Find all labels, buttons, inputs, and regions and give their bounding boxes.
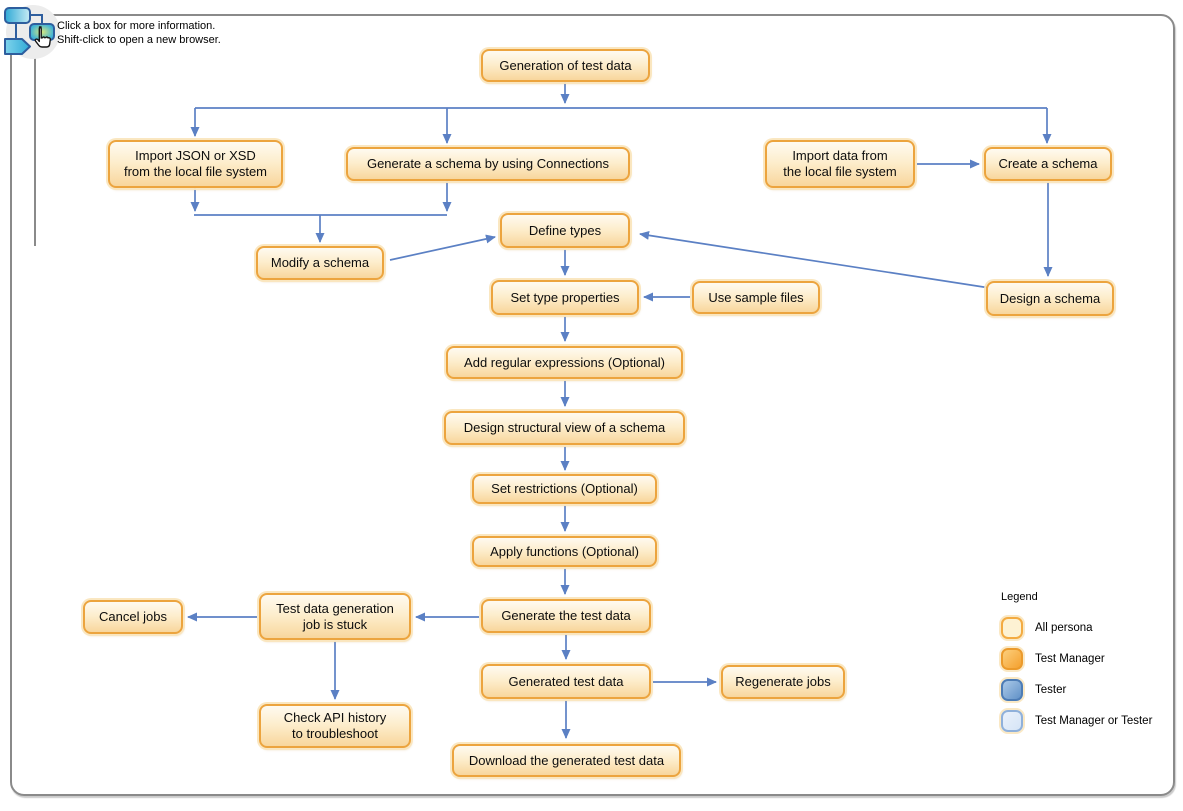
flow-box-label: Set restrictions (Optional) [491, 481, 638, 496]
flow-box-create-a-schema[interactable] [984, 147, 1112, 181]
legend-label: All persona [1035, 622, 1093, 634]
flow-box-generation-of-test-data[interactable] [481, 49, 650, 82]
flow-box-import-data-from-local[interactable] [765, 140, 915, 188]
flow-box-label: from the local file system [123, 164, 268, 179]
legend-swatch-blue [1001, 679, 1023, 701]
flow-box-modify-a-schema[interactable] [256, 246, 384, 280]
flow-box-label: Add regular expressions (Optional) [464, 354, 665, 370]
flow-box-check-api-history[interactable] [259, 704, 411, 748]
instruction-text [57, 19, 221, 47]
flow-box-label: Generated test data [508, 673, 624, 689]
legend-title: Legend [1001, 591, 1038, 603]
flow-box-regenerate-jobs[interactable] [721, 665, 845, 699]
flow-box-import-json-or-xsd[interactable] [108, 140, 283, 188]
flow-box-set-type-properties[interactable] [491, 280, 639, 315]
legend [1001, 591, 1152, 741]
flow-box-set-restrictions[interactable] [472, 474, 657, 504]
flow-box-label: Cancel jobs [99, 609, 167, 624]
legend-item-cream [1001, 617, 1152, 639]
flow-box-generated-test-data[interactable] [481, 664, 651, 699]
flow-box-label: Design structural view of a schema [463, 420, 666, 435]
legend-swatch-orange [1001, 648, 1023, 670]
flow-box-label: Check API history [283, 710, 387, 725]
flow-box-design-structural-view[interactable] [444, 411, 685, 445]
legend-label: Test Manager or Tester [1035, 715, 1153, 727]
flow-box-generate-the-test-data[interactable] [481, 599, 651, 633]
flow-box-label: Regenerate jobs [735, 674, 831, 689]
flow-box-label: Use sample files [708, 289, 804, 305]
flow-box-generate-schema-using-connections[interactable] [346, 147, 630, 181]
legend-items [1001, 617, 1152, 732]
legend-item-lightblue [1001, 710, 1152, 732]
legend-item-orange [1001, 648, 1152, 670]
flow-box-label: job is stuck [302, 616, 368, 632]
flow-box-define-types[interactable] [500, 213, 630, 248]
flow-box-design-a-schema[interactable] [986, 281, 1114, 316]
legend-label: Tester [1035, 684, 1067, 696]
icon-flow-box-1 [5, 8, 30, 23]
flow-box-label: Set type properties [510, 289, 620, 305]
flow-box-label: Generate the test data [501, 608, 631, 623]
flow-box-label: Create a schema [998, 156, 1098, 171]
flow-box-cancel-jobs[interactable] [83, 600, 183, 634]
flow-box-label: Generate a schema by using Connections [366, 156, 610, 171]
flow-box-download-generated-test-data[interactable] [452, 744, 681, 777]
flow-box-label: Modify a schema [270, 255, 370, 270]
flow-box-label: Define types [528, 222, 602, 238]
flow-box-add-regular-expressions[interactable] [446, 346, 683, 379]
flow-box-label: Generation of test data [499, 57, 632, 73]
flow-box-label: Download the generated test data [468, 752, 665, 768]
flow-box-label: to troubleshoot [291, 726, 378, 741]
flow-box-label: Design a schema [999, 290, 1101, 306]
flow-box-label: Apply functions (Optional) [490, 543, 639, 559]
instruction-line-2: Shift-click to open a new browser. [57, 34, 221, 46]
legend-swatch-lightblue [1001, 710, 1023, 732]
legend-swatch-cream [1001, 617, 1023, 639]
instruction-line-1: Click a box for more information. [57, 20, 216, 32]
flow-box-label: Test data generation [276, 600, 394, 616]
flow-box-test-data-generation-job-is-stuck[interactable] [259, 593, 411, 640]
flow-box-label: Import data from [792, 148, 888, 163]
legend-label: Test Manager [1035, 653, 1105, 665]
flowchart-icon [3, 2, 61, 60]
flow-box-label: Import JSON or XSD [135, 148, 256, 163]
flow-box-label: the local file system [783, 164, 897, 179]
legend-item-blue [1001, 679, 1152, 701]
flow-box-apply-functions[interactable] [472, 536, 657, 567]
flow-box-use-sample-files[interactable] [692, 281, 820, 314]
